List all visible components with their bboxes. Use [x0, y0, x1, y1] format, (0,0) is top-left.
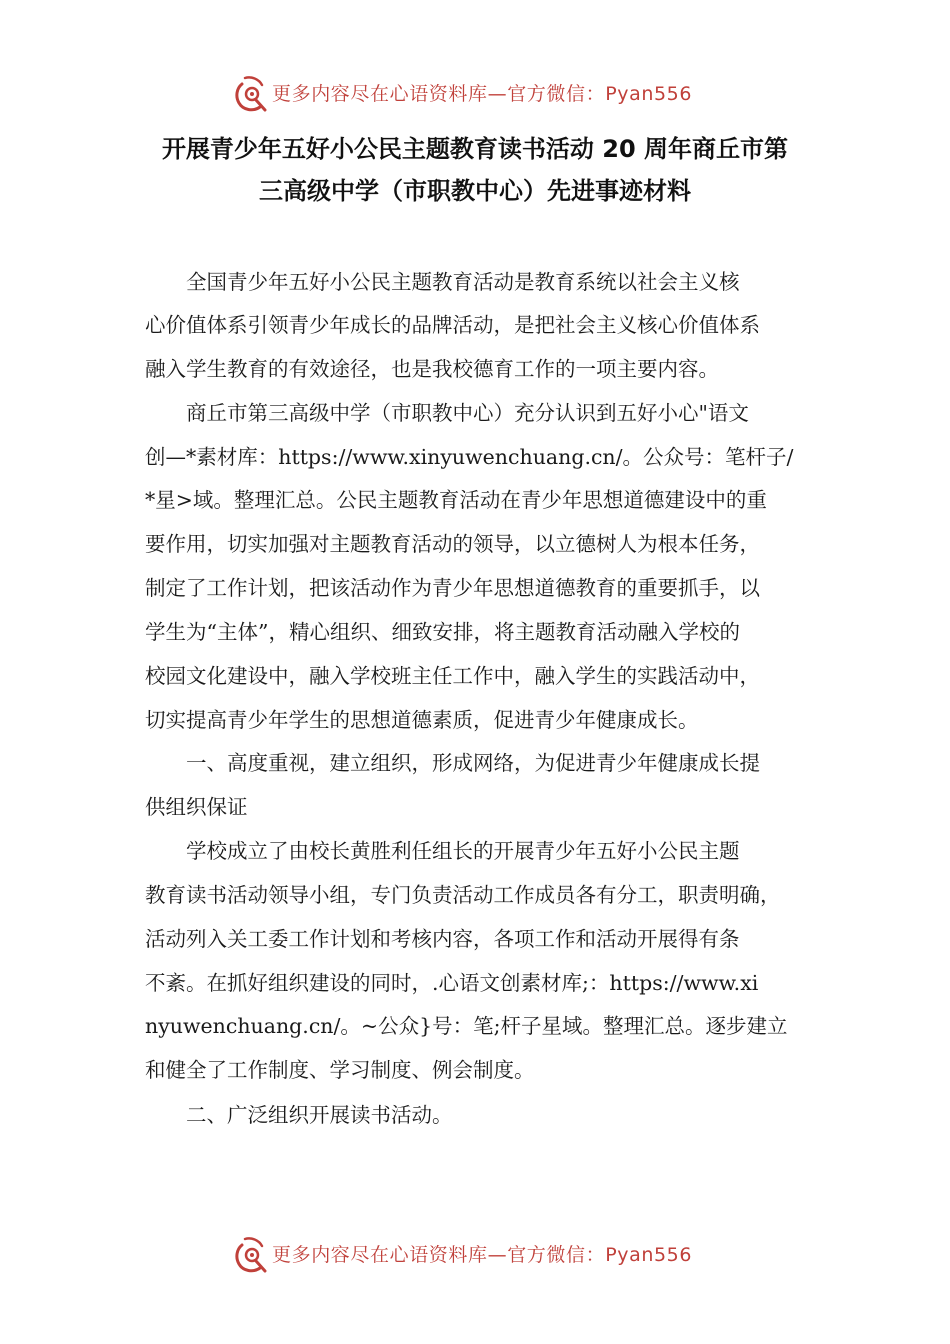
body-line: nyuwenchuang.cn/。~公众}号：笔;杆子星域。整理汇总。逐步建立 — [145, 1014, 788, 1038]
body-line: 和健全了工作制度、学习制度、例会制度。 — [145, 1058, 535, 1082]
body-line: 制定了工作计划，把该活动作为青少年思想道德教育的重要抓手，以 — [145, 576, 760, 600]
document-title — [110, 128, 840, 212]
body-line: 校园文化建设中，融入学校班主任工作中，融入学生的实践活动中， — [145, 664, 760, 688]
body-line: 创—*素材库：https://www.xinyuwenchuang.cn/。公众号：笔杆子/ — [145, 445, 794, 469]
body-line: 商丘市第三高级中学（市职教中心）充分认识到五好小心"语文 — [145, 401, 749, 425]
body-line: 要作用，切实加强对主题教育活动的领导，以立德树人为根本任务， — [145, 532, 760, 556]
watermark-text: 更多内容尽在心语资料库—官方微信：Pyan556 — [272, 83, 693, 105]
body-line: 不紊。在抓好组织建设的同时，.心语文创素材库;：https://www.xi — [145, 971, 759, 995]
body-line: 学校成立了由校长黄胜利任组长的开展青少年五好小公民主题 — [145, 839, 740, 863]
body-line: 融入学生教育的有效途径，也是我校德育工作的一项主要内容。 — [145, 357, 719, 381]
body-line: 心价值体系引领青少年成长的品牌活动，是把社会主义核心价值体系 — [145, 313, 760, 337]
watermark-logo-icon — [233, 1235, 269, 1275]
body-line: *星>域。整理汇总。公民主题教育活动在青少年思想道德建设中的重 — [145, 488, 767, 512]
watermark-logo-icon — [233, 74, 269, 114]
watermark-text: 更多内容尽在心语资料库—官方微信：Pyan556 — [272, 1244, 693, 1266]
section-heading-2: 二、广泛组织开展读书活动。 — [145, 1103, 453, 1127]
watermark-wechat-id: Pyan556 — [605, 1244, 693, 1266]
watermark-wechat-id: Pyan556 — [605, 83, 693, 105]
body-line: 全国青少年五好小公民主题教育活动是教育系统以社会主义核 — [145, 270, 740, 294]
section-heading-1-cont: 供组织保证 — [145, 795, 248, 819]
body-line: 切实提高青少年学生的思想道德素质，促进青少年健康成长。 — [145, 708, 699, 732]
body-line: 活动列入关工委工作计划和考核内容，各项工作和活动开展得有条 — [145, 927, 740, 951]
section-heading-1: 一、高度重视，建立组织，形成网络，为促进青少年健康成长提 — [145, 751, 760, 775]
title-line-2: 三高级中学（市职教中心）先进事迹材料 — [259, 177, 691, 205]
watermark-banner-top — [0, 72, 950, 116]
title-line-1: 开展青少年五好小公民主题教育读书活动 20 周年商丘市第 — [161, 135, 789, 163]
watermark-banner-bottom — [0, 1233, 950, 1277]
body-line: 教育读书活动领导小组，专门负责活动工作成员各有分工，职责明确， — [145, 883, 781, 907]
body-line: 学生为“主体”，精心组织、细致安排，将主题教育活动融入学校的 — [145, 620, 740, 644]
